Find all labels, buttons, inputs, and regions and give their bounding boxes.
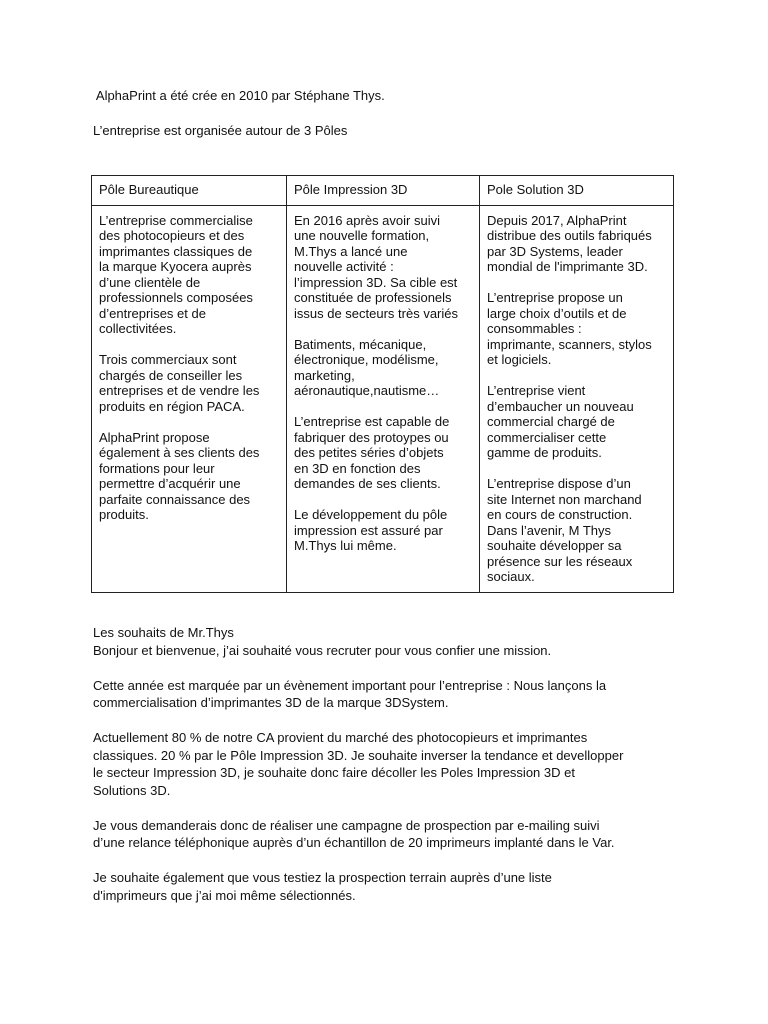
header-pole-bureautique: Pôle Bureautique	[92, 176, 287, 206]
greeting-paragraph: Bonjour et bienvenue, j’ai souhaité vous recruter pour vous confier une mission.	[93, 642, 552, 658]
intro-founding-line: AlphaPrint a été crée en 2010 par Stéphane Thys.	[93, 88, 385, 103]
paragraph: Je vous demanderais donc de réaliser une campagne de prospection par e-mailing suivi d’une relance téléphonique auprès d’un échantillon de 20 imprimeurs implanté dans le Var.	[93, 817, 615, 850]
mission-section	[93, 624, 693, 922]
paragraph: L’entreprise dispose d’un site Internet non marchand en cours de construction. Dans l’avenir, M Thys souhaite développer sa présence sur les réseaux sociaux.	[487, 476, 642, 584]
cell-pole-bureautique	[92, 205, 287, 592]
paragraph: Le développement du pôle impression est assuré par M.Thys lui même.	[294, 507, 448, 553]
table-header-row	[92, 176, 674, 206]
paragraph: L’entreprise commercialise des photocopieurs et des imprimantes classiques de la marque Kyocera auprès d’une clientèle de professionnels composées d’entreprises et de collectivitées.	[99, 212, 253, 336]
paragraph: Trois commerciaux sont chargés de conseiller les entreprises et de vendre les produits en région PACA.	[99, 352, 260, 414]
header-pole-solution-3d: Pole Solution 3D	[480, 176, 674, 206]
paragraph: AlphaPrint propose également à ses clients des formations pour leur permettre d’acquérir une parfaite connaissance des produits.	[99, 429, 260, 522]
paragraph: L’entreprise est capable de fabriquer des protoypes ou des petites séries d’objets en 3D en fonction des demandes de ses clients.	[294, 414, 450, 491]
paragraph: Depuis 2017, AlphaPrint distribue des outils fabriqués par 3D Systems, leader mondial de l'imprimante 3D.	[487, 212, 652, 274]
paragraph: Batiments, mécanique, électronique, modélisme, marketing, aéronautique,nautisme…	[294, 336, 440, 398]
intro-organisation-line: L’entreprise est organisée autour de 3 Pôles	[93, 123, 348, 138]
table-row	[92, 205, 674, 592]
header-pole-impression-3d: Pôle Impression 3D	[287, 176, 480, 206]
cell-pole-solution-3d	[480, 205, 674, 592]
paragraph: Cette année est marquée par un évènement important pour l’entreprise : Nous lançons la commercialisation d’imprimantes 3D de la marque 3DSystem.	[93, 677, 607, 710]
paragraph: L’entreprise vient d’embaucher un nouveau commercial chargé de commercialiser cette gamme de produits.	[487, 383, 634, 460]
paragraph: Actuellement 80 % de notre CA provient du marché des photocopieurs et imprimantes classiques. 20 % par le Pôle Impression 3D. Je souhaite inverser la tendance et devellopper le secteur Impression 3D, je souhaite donc faire décoller les Poles Impression 3D et Solutions 3D.	[93, 730, 624, 798]
paragraph: L’entreprise propose un large choix d’outils et de consommables : imprimante, scanners, stylos et logiciels.	[487, 290, 652, 367]
cell-pole-impression-3d	[287, 205, 480, 592]
paragraph: En 2016 après avoir suivi une nouvelle formation, M.Thys a lancé une nouvelle activité : l’impression 3D. Sa cible est constituée de professionels issus de secteurs très variés	[294, 212, 459, 321]
section-heading: Les souhaits de Mr.Thys	[93, 625, 234, 640]
paragraph: Je souhaite également que vous testiez la prospection terrain auprès d’une liste d'imprimeurs que j’ai moi même sélectionnés.	[93, 870, 552, 903]
poles-table	[91, 175, 674, 593]
